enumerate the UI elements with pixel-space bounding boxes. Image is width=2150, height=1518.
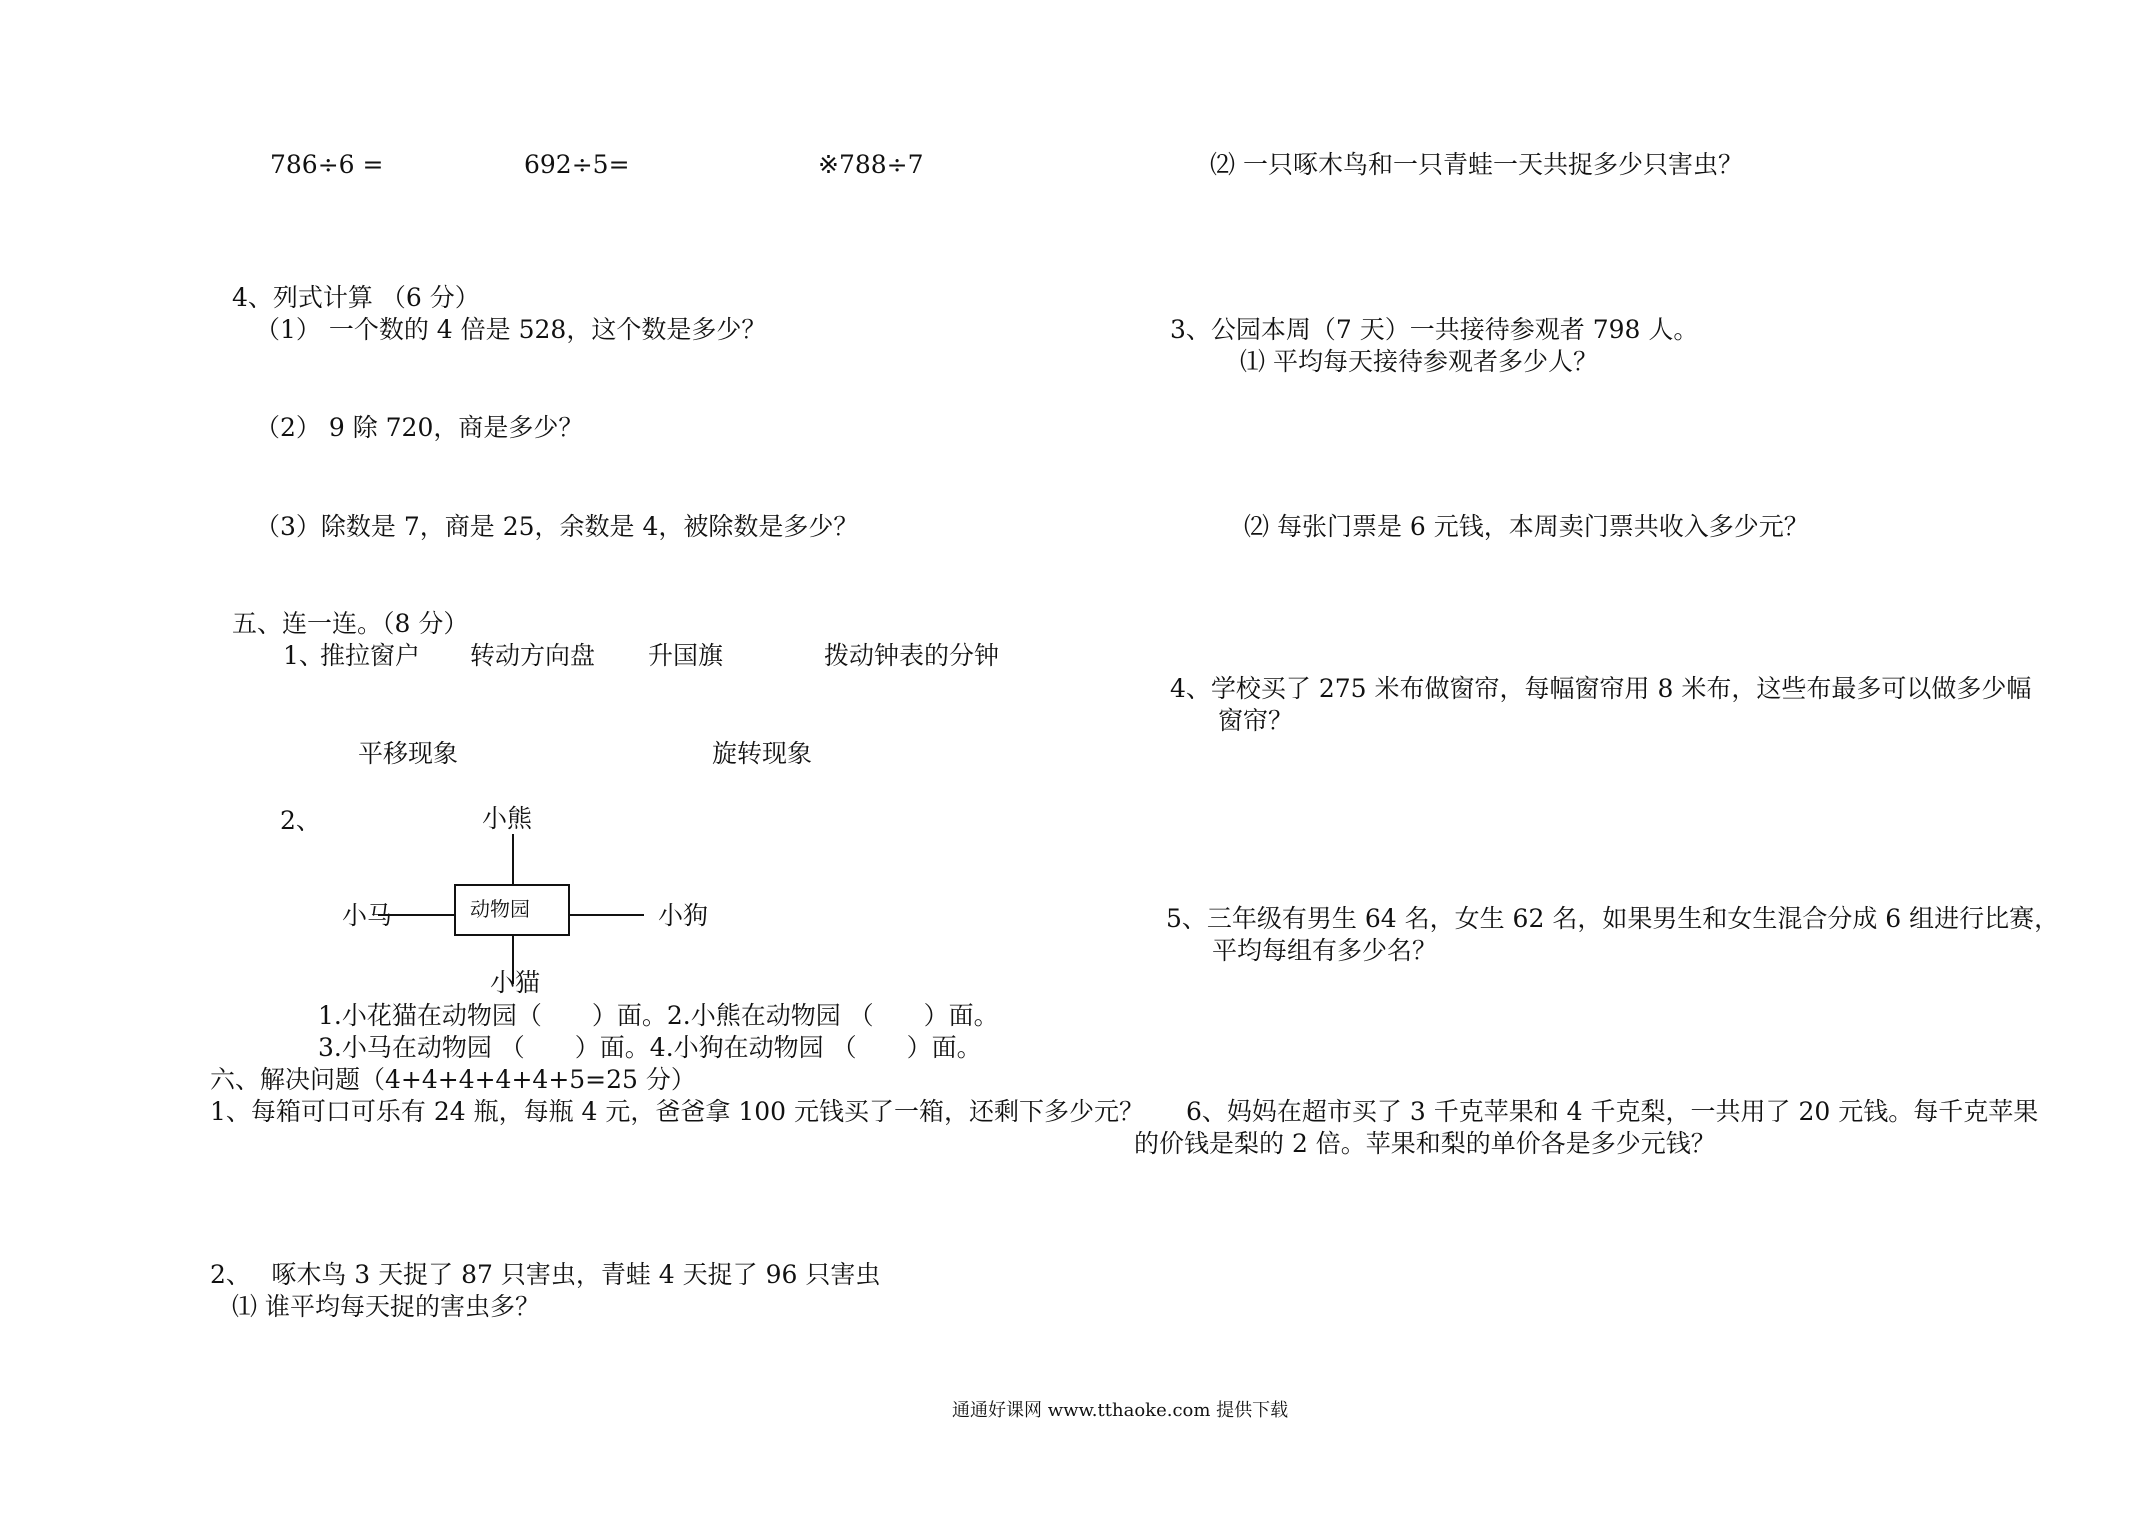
s6-question-5-line-1: 5、三年级有男生 64 名，女生 62 名，如果男生和女生混合分成 6 组进行比赛， [1166, 904, 2060, 933]
cat-label: 小猫 [490, 968, 541, 997]
s6-question-3: 3、公园本周（7 天）一共接待参观者 798 人。 [1170, 315, 1699, 344]
east-line [568, 914, 644, 916]
match-item-2: 转动方向盘 [470, 641, 596, 670]
s6-question-3-part-2: ⑵ 每张门票是 6 元钱，本周卖门票共收入多少元？ [1244, 512, 1809, 541]
s6-question-4-line-2: 窗帘？ [1218, 706, 1294, 735]
match-item-1: 推拉窗户 [320, 641, 421, 670]
fill-blank-line-2: 3.小马在动物园 （ ）面。4.小狗在动物园 （ ）面。 [318, 1033, 982, 1062]
s6-question-6-line-2: 的价钱是梨的 2 倍。苹果和梨的单价各是多少元钱？ [1134, 1129, 1716, 1158]
north-line [512, 834, 514, 884]
division-problem-1: 786÷6 = [270, 150, 384, 179]
horse-label: 小马 [342, 901, 393, 930]
s4-question-1: （1） 一个数的 4 倍是 528，这个数是多少？ [255, 315, 767, 344]
s4-question-3: （3）除数是 7，商是 25，余数是 4，被除数是多少？ [255, 512, 859, 541]
s6-question-6-line-1: 6、妈妈在超市买了 3 千克苹果和 4 千克梨，一共用了 20 元钱。每千克苹果 [1186, 1097, 2039, 1126]
s5-q1-number: 1、 [283, 641, 324, 670]
section-4-heading: 4、列式计算 （6 分） [232, 283, 480, 312]
section-6-heading: 六、解决问题（4+4+4+4+4+5=25 分） [210, 1065, 696, 1094]
zoo-label: 动物园 [470, 897, 530, 921]
section-5-heading: 五、连一连。（8 分） [232, 609, 469, 638]
match-item-4: 拨动钟表的分钟 [824, 641, 1000, 670]
s6-question-4-line-1: 4、学校买了 275 米布做窗帘，每幅窗帘用 8 米布，这些布最多可以做多少幅 [1170, 674, 2032, 703]
division-problem-2: 692÷5= [524, 150, 630, 179]
s4-question-2: （2） 9 除 720，商是多少？ [255, 413, 584, 442]
footer-source: 通通好课网 www.tthaoke.com 提供下载 [952, 1400, 1289, 1421]
s6-question-2-part-2: ⑵ 一只啄木鸟和一只青蛙一天共捉多少只害虫？ [1210, 150, 1743, 179]
dog-label: 小狗 [658, 901, 709, 930]
s6-question-3-part-1: ⑴ 平均每天接待参观者多少人？ [1240, 347, 1598, 376]
category-rotation: 旋转现象 [712, 739, 813, 768]
s6-question-5-line-2: 平均每组有多少名？ [1212, 936, 1438, 965]
match-item-3: 升国旗 [648, 641, 724, 670]
division-problem-3: ※788÷7 [818, 150, 924, 179]
category-translation: 平移现象 [358, 739, 459, 768]
fill-blank-line-1: 1.小花猫在动物园（ ）面。2.小熊在动物园 （ ）面。 [318, 1001, 999, 1030]
bear-label: 小熊 [482, 804, 533, 833]
s6-question-2: 2、 啄木鸟 3 天捉了 87 只害虫，青蛙 4 天捉了 96 只害虫 [210, 1260, 881, 1289]
s6-question-1: 1、每箱可口可乐有 24 瓶，每瓶 4 元，爸爸拿 100 元钱买了一箱，还剩下多少元？ [210, 1097, 1145, 1126]
s6-question-2-part-1: ⑴ 谁平均每天捉的害虫多？ [232, 1292, 540, 1321]
s5-q2-number: 2、 [280, 806, 321, 835]
